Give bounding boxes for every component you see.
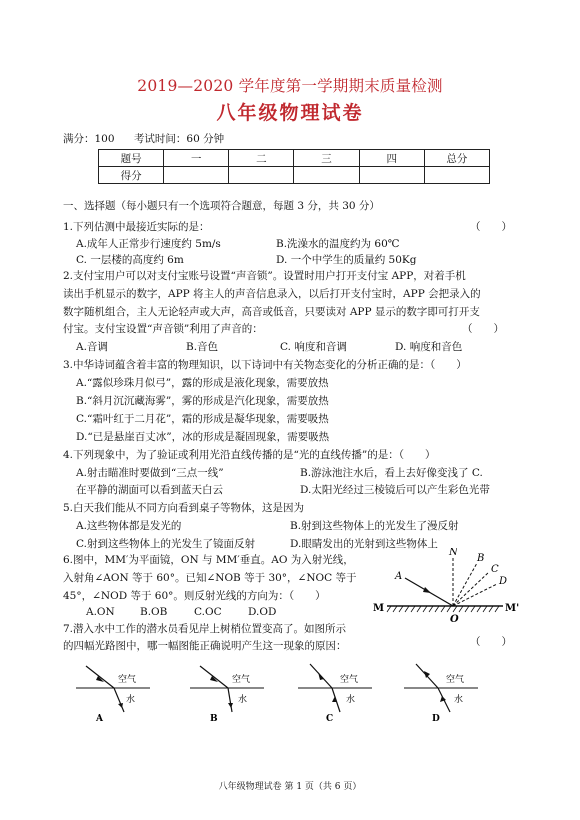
question-6-line: 45°，∠NOD 等于 60°。则反射光线的方向为：（ ） xyxy=(63,590,326,602)
water-label: 水 xyxy=(126,695,136,705)
score-cell[interactable] xyxy=(229,167,294,184)
score-table-score-row xyxy=(99,167,490,184)
score-cell[interactable] xyxy=(359,167,424,184)
question-7-figure-a xyxy=(74,658,154,722)
air-label: 空气 xyxy=(232,675,251,685)
question-7-line: 的四幅光路图中，哪一幅图能正确说明产生这一现象的原因： xyxy=(63,640,347,652)
answer-parentheses: （ ） xyxy=(470,221,512,233)
label-d: D xyxy=(499,576,508,587)
question-1-stem: 1.下列估测中最接近实际的是： xyxy=(63,221,210,233)
question-1-option-d: D. 一个中学生的质量约 50Kg xyxy=(276,254,417,266)
score-row-label: 得分 xyxy=(99,167,164,184)
question-2-option-c: C. 响度和音调 xyxy=(280,341,347,353)
question-5-option-c: C.射到这些物体上的光发生了镜面反射 xyxy=(76,538,255,550)
question-6-option-a: A.ON xyxy=(86,606,115,618)
question-7-figure-d xyxy=(402,658,482,722)
score-cell[interactable] xyxy=(424,167,489,184)
label-c: C xyxy=(491,564,499,575)
question-3-stem: 3.中华诗词蕴含着丰富的物理知识，以下诗词中有关物态变化的分析正确的是：（ ） xyxy=(63,359,467,371)
exam-subtitle: 八年级物理试卷 xyxy=(216,102,364,124)
exam-time: 考试时间：60 分钟 xyxy=(133,133,225,145)
question-2-line: 付宝。支付宝设置“声音锁”利用了声音的： xyxy=(63,323,263,335)
score-header-cell: 一 xyxy=(164,150,229,167)
water-label: 水 xyxy=(454,695,464,705)
question-6-option-d: D.OD xyxy=(248,606,277,618)
air-label: 空气 xyxy=(340,675,359,685)
answer-parentheses: （ ） xyxy=(470,636,512,648)
section-heading: 一、选择题（每小题只有一个选项符合题意，每题 3 分，共 30 分） xyxy=(63,200,380,212)
question-6-reflection-figure xyxy=(365,548,525,628)
question-3-option-b: B.“斜月沉沉藏海雾”，雾的形成是汽化现象，需要放热 xyxy=(76,395,329,407)
label-m: M xyxy=(373,603,385,614)
air-label: 空气 xyxy=(446,675,465,685)
question-6-line: 入射角∠AON 等于 60°。已知∠NOB 等于 30°，∠NOC 等于 xyxy=(63,572,357,584)
score-table xyxy=(98,149,490,184)
question-5-option-d: D.眼睛发出的光射到这些物体上 xyxy=(290,538,438,550)
question-6-line: 6.图中，MM′为平面镜，ON 与 MM′垂直。AO 为入射光线， xyxy=(63,554,354,566)
question-3-option-d: D.“已是悬崖百丈冰”，冰的形成是凝固现象，需要吸热 xyxy=(76,431,330,443)
question-2-option-d: D. 响度和音色 xyxy=(395,341,463,353)
label-b: B xyxy=(477,553,485,564)
question-2-line: 2.支付宝用户可以对支付宝账号设置“声音锁”。设置时用户打开支付宝 APP，对着手机 xyxy=(63,270,466,282)
score-table-header-row xyxy=(99,150,490,167)
question-4-option-b: B.游泳池注水后，看上去好像变浅了 C. xyxy=(300,467,483,479)
air-label: 空气 xyxy=(118,675,137,685)
score-header-cell: 总分 xyxy=(424,150,489,167)
score-header-cell: 三 xyxy=(294,150,359,167)
water-label: 水 xyxy=(346,695,356,705)
figure-label-b: B xyxy=(210,714,218,722)
label-a: A xyxy=(395,571,403,582)
full-score: 满分：100 xyxy=(63,133,115,145)
question-5-option-b: B.射到这些物体上的光发生了漫反射 xyxy=(290,520,459,532)
label-o: O xyxy=(450,614,459,625)
question-3-option-c: C.“霜叶红于二月花”，霜的形成是凝华现象，需要吸热 xyxy=(76,413,329,425)
question-4-stem: 4.下列现象中，为了验证或利用光沿直线传播的是“光的直线传播”的是：（ ） xyxy=(63,449,436,461)
figure-label-d: D xyxy=(432,714,440,722)
question-5-stem: 5.白天我们能从不同方向看到桌子等物体，这是因为 xyxy=(63,502,305,514)
question-4-option-d: D.太阳光经过三棱镜后可以产生彩色光带 xyxy=(300,484,490,496)
question-4-option-a: A.射击瞄准时要做到“三点一线” xyxy=(76,467,224,479)
question-2-option-a: A.音调 xyxy=(76,341,108,353)
water-label: 水 xyxy=(238,695,248,705)
exam-meta xyxy=(63,131,224,146)
question-7-figure-b xyxy=(188,658,268,722)
score-cell[interactable] xyxy=(164,167,229,184)
score-cell[interactable] xyxy=(294,167,359,184)
question-7-figure-c xyxy=(296,658,376,722)
question-2-line: 数字随机组合，主人无论轻声或大声，高音或低音，只要读对 APP 显示的数字即可打开支 xyxy=(63,306,480,318)
question-1-option-b: B.洗澡水的温度约为 60℃ xyxy=(276,238,400,250)
figure-label-c: C xyxy=(326,714,334,722)
label-m-prime: M' xyxy=(505,603,520,614)
label-n: N xyxy=(449,548,458,558)
score-header-cell: 四 xyxy=(359,150,424,167)
question-6-option-b: B.OB xyxy=(140,606,168,618)
answer-parentheses: （ ） xyxy=(462,323,504,335)
question-1-option-a: A.成年人正常步行速度约 5m/s xyxy=(76,238,221,250)
score-header-cell: 二 xyxy=(229,150,294,167)
question-3-option-a: A.“露似珍珠月似弓”，露的形成是液化现象，需要放热 xyxy=(76,377,329,389)
score-header-cell: 题号 xyxy=(99,150,164,167)
figure-label-a: A xyxy=(96,714,103,722)
page-footer: 八年级物理试卷 第 1 页（共 6 页） xyxy=(218,782,362,792)
question-5-option-a: A.这些物体都是发光的 xyxy=(76,520,182,532)
question-7-line: 7.潜入水中工作的潜水员看见岸上树梢位置变高了。如图所示 xyxy=(63,623,347,635)
question-2-option-b: B.音色 xyxy=(186,341,219,353)
question-2-line: 读出手机显示的数字，APP 将主人的声音信息录入，以后打开支付宝时，APP 会把录入的 xyxy=(63,288,481,300)
exam-title: 2019—2020 学年度第一学期期末质量检测 xyxy=(137,77,443,95)
question-1-option-c: C. 一层楼的高度约 6m xyxy=(76,254,184,266)
question-6-option-c: C.OC xyxy=(194,606,222,618)
question-4-option-c: 在平静的湖面可以看到蓝天白云 xyxy=(76,484,223,496)
